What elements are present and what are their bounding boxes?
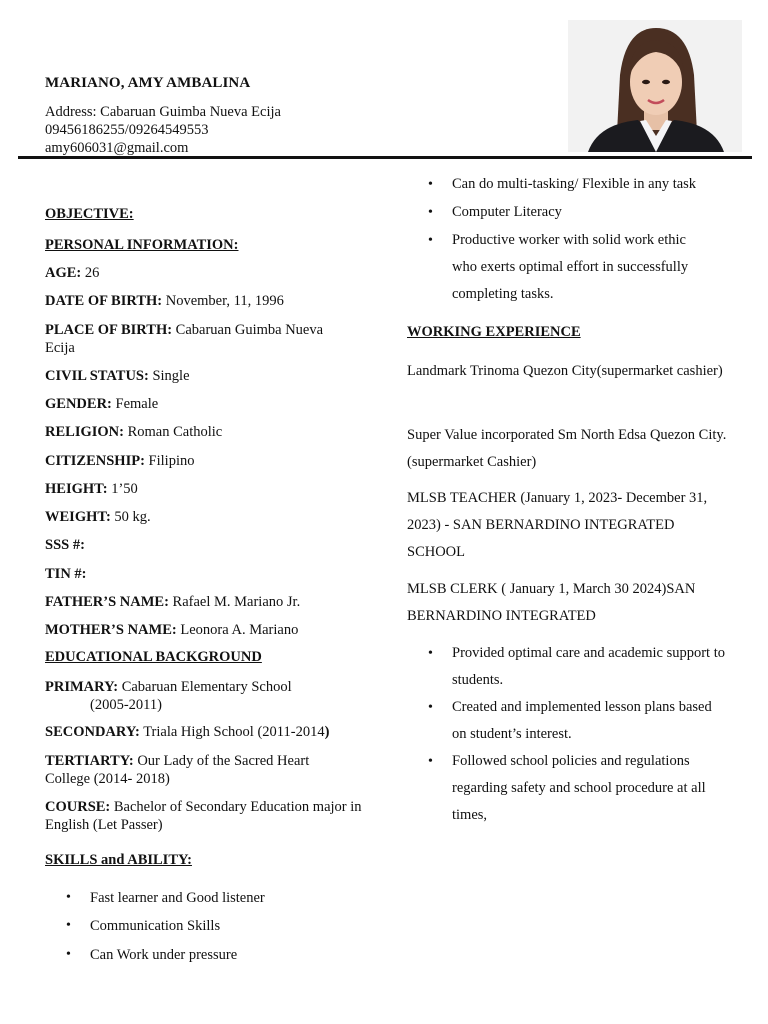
civil-status-label: CIVIL STATUS: bbox=[45, 368, 149, 384]
secondary-paren: ) bbox=[324, 724, 330, 740]
religion-value: Roman Catholic bbox=[123, 424, 223, 440]
skill-item: • Can do multi-tasking/ Flexible in any task bbox=[407, 171, 727, 198]
primary-years: (2005-2011) bbox=[90, 697, 162, 713]
course-label: COURSE: bbox=[45, 799, 111, 815]
tin-label: TIN #: bbox=[45, 566, 87, 582]
skills-list-continued bbox=[407, 171, 727, 308]
father-row bbox=[45, 594, 300, 611]
primary-value: Cabaruan Elementary School bbox=[118, 679, 292, 695]
gender-row bbox=[45, 396, 158, 413]
skills-list bbox=[45, 884, 365, 970]
right-column bbox=[407, 0, 737, 1024]
left-column bbox=[45, 0, 375, 1024]
secondary-label: SECONDARY: bbox=[45, 724, 140, 740]
height-label: HEIGHT: bbox=[45, 481, 108, 497]
job-entry: MLSB TEACHER (January 1, 2023- December 31, 2023) - SAN BERNARDINO INTEGRATED SCHOOL bbox=[407, 490, 708, 560]
citizenship-value: Filipino bbox=[144, 453, 195, 469]
personal-info-heading: PERSONAL INFORMATION: bbox=[45, 237, 239, 253]
course-value: Bachelor of Secondary Education major in English (Let Passer) bbox=[45, 799, 362, 833]
mother-label: MOTHER’S NAME: bbox=[45, 622, 177, 638]
civil-status-value: Single bbox=[148, 368, 190, 384]
dob-row bbox=[45, 293, 284, 310]
primary-label: PRIMARY: bbox=[45, 679, 119, 695]
skill-item: • Can Work under pressure bbox=[45, 940, 365, 970]
skill-item: • Communication Skills bbox=[45, 912, 365, 940]
weight-label: WEIGHT: bbox=[45, 509, 111, 525]
education-heading: EDUCATIONAL BACKGROUND bbox=[45, 649, 262, 665]
secondary-row bbox=[45, 724, 329, 741]
religion-label: RELIGION: bbox=[45, 424, 124, 440]
pob-value: Cabaruan Guimba Nueva Ecija bbox=[45, 322, 324, 356]
duties-list bbox=[407, 640, 727, 829]
height-row bbox=[45, 481, 138, 498]
duty-item: • Followed school policies and regulations regarding safety and school procedure at all times, bbox=[407, 748, 727, 829]
tertiary-label: TERTIARTY: bbox=[45, 753, 134, 769]
weight-value: 50 kg. bbox=[110, 509, 151, 525]
tertiary-row bbox=[45, 752, 345, 788]
father-label: FATHER’S NAME: bbox=[45, 594, 169, 610]
address: Address: Cabaruan Guimba Nueva Ecija bbox=[45, 104, 281, 120]
secondary-value: Triala High School (2011-2014 bbox=[139, 724, 325, 740]
skills-heading: SKILLS and ABILITY: bbox=[45, 852, 192, 868]
pob-row bbox=[45, 321, 355, 357]
citizenship-row bbox=[45, 453, 194, 470]
course-row bbox=[45, 798, 365, 834]
tertiary-value: Our Lady of the Sacred Heart College (2014- 2018) bbox=[45, 753, 310, 787]
dob-label: DATE OF BIRTH: bbox=[45, 293, 163, 309]
weight-row bbox=[45, 509, 151, 526]
mother-row bbox=[45, 622, 298, 639]
job-entry: Super Value incorporated Sm North Edsa Quezon City. (supermarket Cashier) bbox=[407, 427, 727, 470]
primary-row bbox=[45, 678, 355, 714]
skill-item: • Fast learner and Good listener bbox=[45, 884, 365, 912]
mother-value: Leonora A. Mariano bbox=[176, 622, 299, 638]
height-value: 1’50 bbox=[107, 481, 138, 497]
religion-row bbox=[45, 424, 222, 441]
email: amy606031@gmail.com bbox=[45, 140, 189, 156]
gender-label: GENDER: bbox=[45, 396, 112, 412]
duty-item: • Provided optimal care and academic support to students. bbox=[407, 640, 727, 694]
phone-numbers: 09456186255/09264549553 bbox=[45, 122, 209, 138]
duty-item: • Created and implemented lesson plans based on student’s interest. bbox=[407, 694, 727, 748]
age-value: 26 bbox=[81, 265, 100, 281]
civil-status-row bbox=[45, 368, 190, 385]
skill-item: • Productive worker with solid work ethic who exerts optimal effort in successfully completing tasks. bbox=[407, 227, 727, 308]
age-label: AGE: bbox=[45, 265, 82, 281]
age-row bbox=[45, 265, 99, 282]
dob-value: November, 11, 1996 bbox=[162, 293, 284, 309]
father-value: Rafael M. Mariano Jr. bbox=[168, 594, 301, 610]
sss-label: SSS #: bbox=[45, 537, 85, 553]
gender-value: Female bbox=[111, 396, 159, 412]
job-entry: Landmark Trinoma Quezon City(supermarket cashier) bbox=[407, 363, 723, 379]
pob-label: PLACE OF BIRTH: bbox=[45, 322, 173, 338]
work-experience-heading: WORKING EXPERIENCE bbox=[407, 324, 581, 340]
job-entry: MLSB CLERK ( January 1, March 30 2024)SAN BERNARDINO INTEGRATED bbox=[407, 581, 696, 624]
resume-name: MARIANO, AMY AMBALINA bbox=[45, 75, 251, 91]
citizenship-label: CITIZENSHIP: bbox=[45, 453, 145, 469]
skill-item: • Computer Literacy bbox=[407, 199, 727, 226]
objective-heading: OBJECTIVE: bbox=[45, 206, 134, 222]
